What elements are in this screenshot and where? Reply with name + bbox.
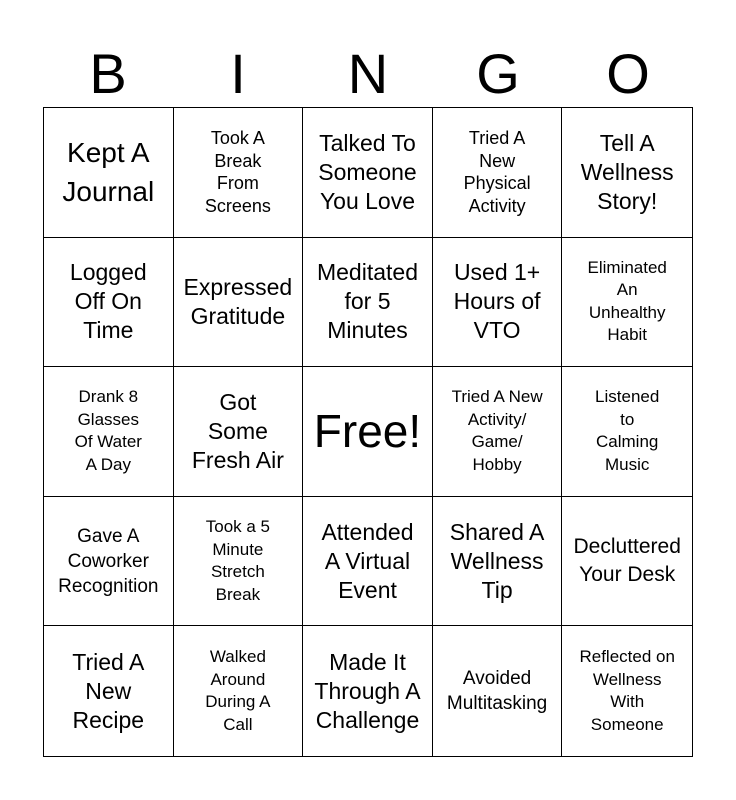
bingo-cell[interactable]: [44, 497, 174, 627]
bingo-cell-label: Avoided Multitasking: [446, 668, 548, 715]
bingo-cell[interactable]: [562, 497, 692, 627]
bingo-cell[interactable]: [562, 626, 692, 756]
bingo-cell-label: Listened to Calming Music: [595, 387, 660, 474]
free-space[interactable]: [303, 367, 433, 497]
bingo-cell-label: Kept A Journal: [62, 137, 155, 208]
bingo-cell-label: Tried A New Activity/ Game/ Hobby: [451, 387, 543, 474]
bingo-header: [43, 40, 693, 108]
bingo-cell[interactable]: [433, 108, 563, 238]
header-letter-g: G: [476, 42, 520, 105]
bingo-cell[interactable]: [174, 497, 304, 627]
bingo-cell-label: Walked Around During A Call: [205, 647, 271, 734]
bingo-cell-label: Shared A Wellness Tip: [449, 518, 545, 603]
bingo-cell[interactable]: [433, 367, 563, 497]
bingo-cell-label: Talked To Someone You Love: [318, 129, 417, 214]
bingo-cell-label: Eliminated An Unhealthy Habit: [587, 257, 667, 345]
header-letter-o: O: [606, 42, 650, 105]
bingo-cell-label: Reflected on Wellness With Someone: [579, 647, 675, 734]
bingo-cell[interactable]: [433, 626, 563, 756]
bingo-cell-label: Gave A Coworker Recognition: [58, 525, 159, 597]
bingo-cell-label: Attended A Virtual Event: [321, 518, 414, 603]
header-letter-i: I: [230, 42, 246, 105]
bingo-cell-label: Got Some Fresh Air: [191, 388, 284, 473]
bingo-cell-label: Drank 8 Glasses Of Water A Day: [74, 387, 142, 474]
header-letter-b: B: [89, 42, 127, 105]
bingo-cell-label: Tell A Wellness Story!: [580, 129, 674, 214]
bingo-cell-label: Used 1+ Hours of VTO: [453, 259, 541, 344]
bingo-cell-label: Made It Through A Challenge: [314, 648, 421, 733]
free-space-label: Free!: [313, 405, 422, 458]
bingo-cell[interactable]: [174, 626, 304, 756]
bingo-cell[interactable]: [303, 626, 433, 756]
bingo-cell[interactable]: [174, 108, 304, 238]
bingo-cell[interactable]: [44, 367, 174, 497]
bingo-cell[interactable]: [44, 238, 174, 368]
bingo-cell[interactable]: [562, 367, 692, 497]
bingo-cell[interactable]: [433, 497, 563, 627]
bingo-cell[interactable]: [433, 238, 563, 368]
bingo-cell[interactable]: [44, 626, 174, 756]
bingo-cell[interactable]: [174, 238, 304, 368]
bingo-cell-label: Meditated for 5 Minutes: [316, 259, 418, 344]
bingo-cell[interactable]: [562, 238, 692, 368]
bingo-cell-label: Took a 5 Minute Stretch Break: [205, 517, 271, 604]
bingo-cell[interactable]: [562, 108, 692, 238]
bingo-cell[interactable]: [303, 108, 433, 238]
bingo-cell-label: Took A Break From Screens: [204, 128, 271, 216]
bingo-cell[interactable]: [303, 497, 433, 627]
header-letter-n: N: [347, 42, 389, 105]
bingo-cell-label: Decluttered Your Desk: [573, 535, 681, 587]
bingo-cell-label: Expressed Gratitude: [183, 273, 293, 329]
bingo-cell-label: Tried A New Physical Activity: [463, 128, 531, 216]
bingo-cell-label: Tried A New Recipe: [72, 648, 145, 733]
bingo-cell[interactable]: [174, 367, 304, 497]
bingo-board: [43, 107, 693, 757]
bingo-cell-label: Logged Off On Time: [69, 259, 147, 344]
bingo-cell[interactable]: [44, 108, 174, 238]
bingo-cell[interactable]: [303, 238, 433, 368]
